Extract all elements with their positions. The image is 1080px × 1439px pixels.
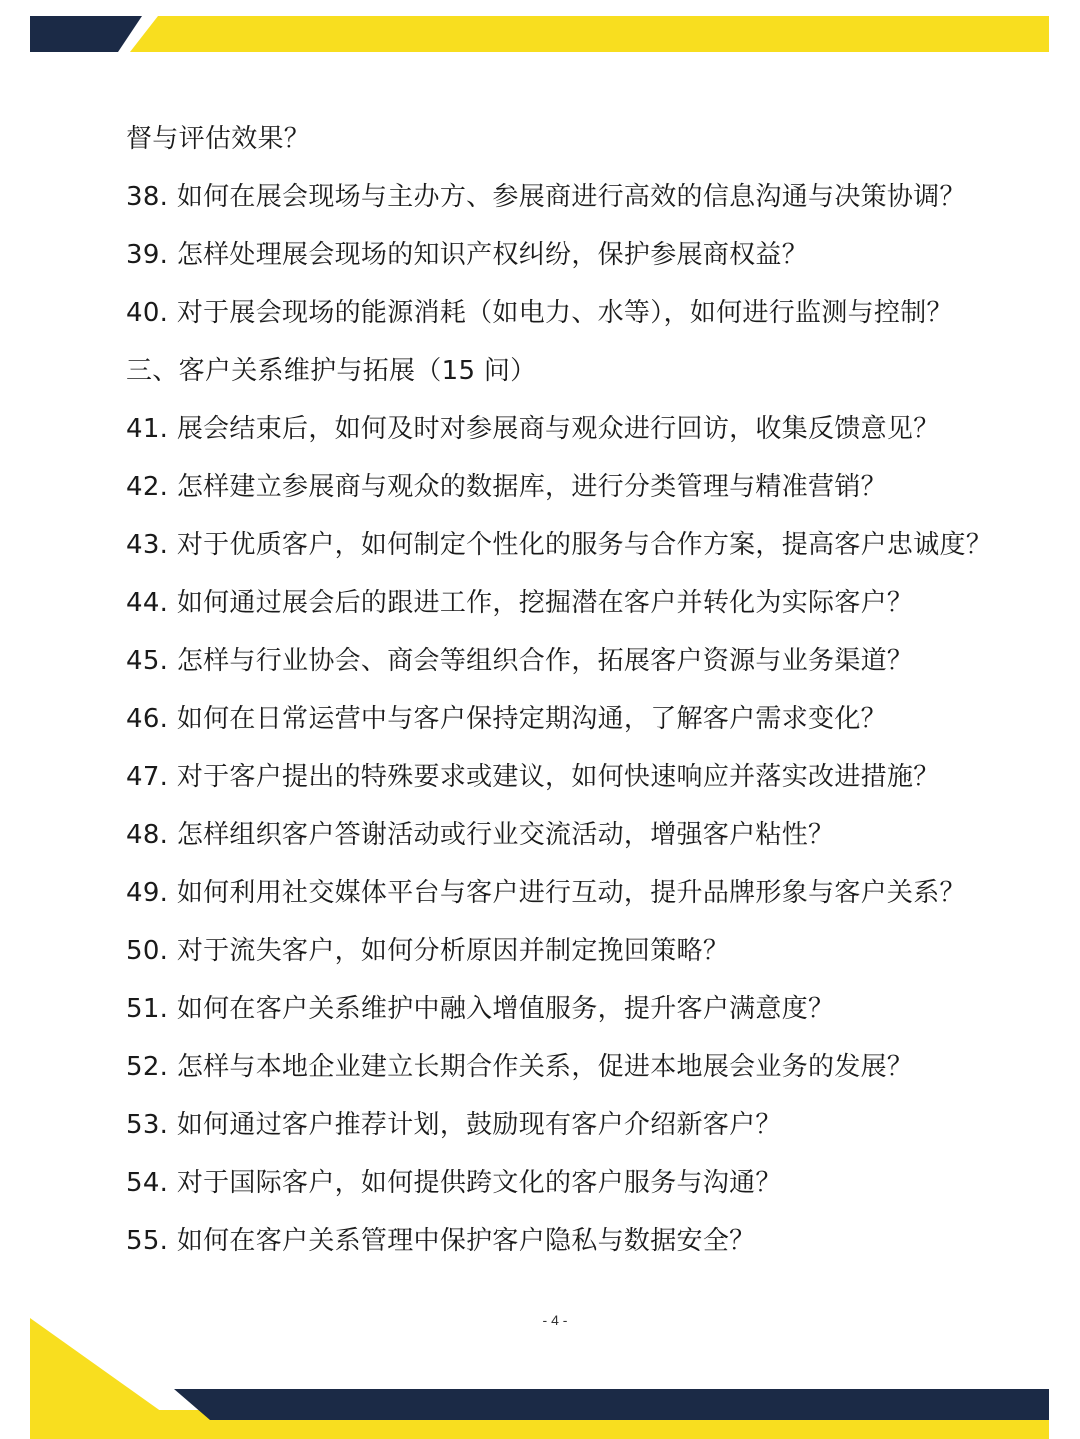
bottom-navy-band xyxy=(174,1389,1049,1420)
text-line: 督与评估效果？ xyxy=(126,124,311,154)
question-46: 46. 如何在日常运营中与客户保持定期沟通，了解客户需求变化？ xyxy=(126,704,887,734)
question-52: 52. 怎样与本地企业建立长期合作关系，促进本地展会业务的发展？ xyxy=(126,1052,914,1082)
question-41: 41. 展会结束后，如何及时对参展商与观众进行回访，收集反馈意见？ xyxy=(126,414,940,444)
question-48: 48. 怎样组织客户答谢活动或行业交流活动，增强客户粘性？ xyxy=(126,820,835,850)
top-yellow-band xyxy=(130,16,1049,52)
question-44: 44. 如何通过展会后的跟进工作，挖掘潜在客户并转化为实际客户？ xyxy=(126,588,914,618)
document-body xyxy=(126,118,1006,1278)
question-47: 47. 对于客户提出的特殊要求或建议，如何快速响应并落实改进措施？ xyxy=(126,762,940,792)
question-38: 38. 如何在展会现场与主办方、参展商进行高效的信息沟通与决策协调？ xyxy=(126,182,966,212)
question-50: 50. 对于流失客户，如何分析原因并制定挽回策略？ xyxy=(126,936,730,966)
question-49: 49. 如何利用社交媒体平台与客户进行互动，提升品牌形象与客户关系？ xyxy=(126,878,966,908)
question-51: 51. 如何在客户关系维护中融入增值服务，提升客户满意度？ xyxy=(126,994,835,1024)
question-40: 40. 对于展会现场的能源消耗（如电力、水等），如何进行监测与控制？ xyxy=(126,298,953,328)
question-42: 42. 怎样建立参展商与观众的数据库，进行分类管理与精准营销？ xyxy=(126,472,887,502)
question-54: 54. 对于国际客户，如何提供跨文化的客户服务与沟通？ xyxy=(126,1168,782,1198)
question-45: 45. 怎样与行业协会、商会等组织合作，拓展客户资源与业务渠道？ xyxy=(126,646,914,676)
question-43: 43. 对于优质客户，如何制定个性化的服务与合作方案，提高客户忠诚度？ xyxy=(126,530,993,560)
question-39: 39. 怎样处理展会现场的知识产权纠纷，保护参展商权益？ xyxy=(126,240,809,270)
question-53: 53. 如何通过客户推荐计划，鼓励现有客户介绍新客户？ xyxy=(126,1110,782,1140)
page-number: - 4 - xyxy=(542,1312,568,1328)
question-55: 55. 如何在客户关系管理中保护客户隐私与数据安全？ xyxy=(126,1226,756,1256)
section-heading: 三、客户关系维护与拓展（15 问） xyxy=(126,356,537,386)
top-navy-band xyxy=(30,16,142,52)
